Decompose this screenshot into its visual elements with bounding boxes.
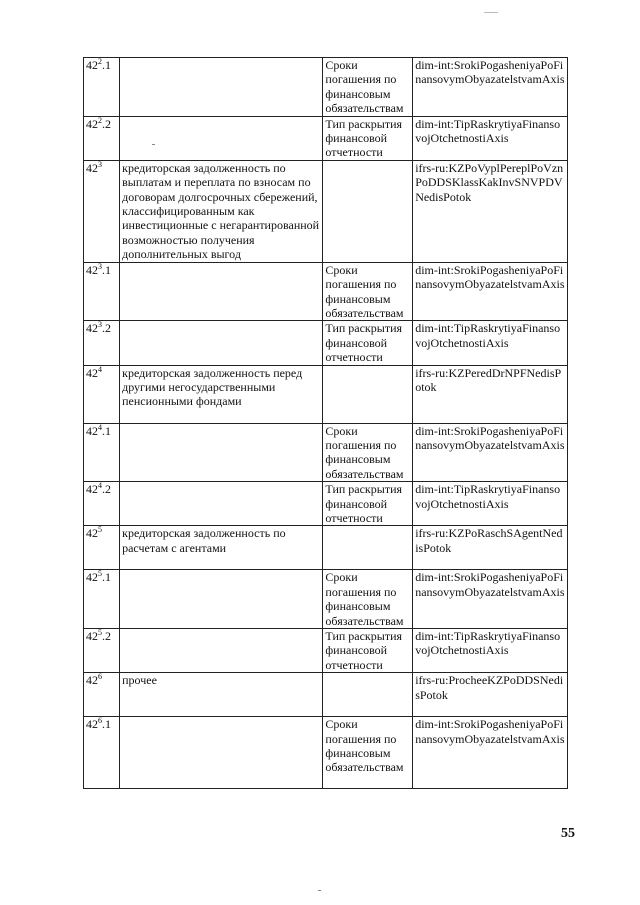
row-number: 42 — [86, 423, 98, 438]
row-number-suffix: .2 — [102, 482, 111, 497]
member-cell: Сроки погашения по финансовым обязательствам — [323, 262, 413, 321]
table-row — [84, 160, 568, 262]
row-number: 42 — [86, 629, 98, 643]
table-row — [84, 482, 568, 526]
table-row — [84, 423, 568, 482]
row-number-cell — [84, 58, 120, 117]
row-number-cell — [84, 570, 120, 629]
row-number-suffix: .1 — [102, 262, 111, 277]
member-cell: Сроки погашения по финансовым обязательствам — [323, 570, 413, 629]
row-number-cell — [84, 717, 120, 789]
row-number-superscript: 3 — [98, 160, 102, 169]
table-row — [84, 116, 568, 160]
row-number-superscript: 2 — [98, 57, 102, 66]
description-cell: кредиторская задолженность по расчетам с агентами — [120, 526, 323, 570]
member-cell: Сроки погашения по финансовым обязательствам — [323, 423, 413, 482]
member-cell: Тип раскрытия финансовой отчетности — [323, 116, 413, 160]
element-code-cell: dim-int:SrokiPogasheniyaPoFinansovymObyazatelstvamAxis — [413, 423, 568, 482]
row-number-superscript: 5 — [98, 525, 102, 535]
table-row — [84, 570, 568, 629]
description-cell: прочее — [120, 673, 323, 717]
member-cell: Сроки погашения по финансовым обязательствам — [323, 58, 413, 117]
row-number-suffix: .2 — [102, 116, 111, 131]
member-cell — [323, 526, 413, 570]
table-row — [84, 629, 568, 673]
element-code-cell: dim-int:SrokiPogasheniyaPoFinansovymObyazatelstvamAxis — [413, 58, 568, 117]
row-number-superscript: 2 — [98, 116, 102, 125]
row-number-cell — [84, 423, 120, 482]
table-row — [84, 365, 568, 423]
table-body — [84, 58, 568, 789]
description-cell — [120, 262, 323, 321]
member-cell: Сроки погашения по финансовым обязательствам — [323, 717, 413, 789]
description-cell — [120, 321, 323, 365]
page-number: 55 — [561, 826, 575, 841]
row-number-cell — [84, 629, 120, 673]
description-cell: кредиторская задолженность по выплатам и переплата по взносам по договорам долгосрочных сбережений, классифицированным как инвестиционные с негарантированной возможностью получения дополнительных выгод — [120, 160, 323, 262]
element-code-cell: dim-int:SrokiPogasheniyaPoFinansovymObyazatelstvamAxis — [413, 717, 568, 789]
description-cell — [120, 717, 323, 789]
row-number-cell — [84, 673, 120, 717]
row-number-cell — [84, 526, 120, 570]
row-number-cell — [84, 262, 120, 321]
member-cell: Тип раскрытия финансовой отчетности — [323, 629, 413, 673]
row-number-superscript: 5 — [98, 569, 102, 579]
table-row — [84, 262, 568, 321]
row-number: 42 — [86, 365, 98, 380]
row-number: 42 — [86, 160, 98, 175]
table-row — [84, 58, 568, 117]
row-number: 42 — [86, 570, 98, 585]
member-cell — [323, 160, 413, 262]
row-number-superscript: 4 — [98, 481, 102, 491]
member-cell — [323, 365, 413, 423]
table-row — [84, 526, 568, 570]
scan-speck — [318, 890, 321, 891]
row-number: 42 — [86, 321, 98, 336]
row-number: 42 — [86, 262, 98, 277]
row-number-suffix: .1 — [102, 570, 111, 585]
row-number-superscript: 5 — [98, 628, 102, 637]
taxonomy-table — [83, 57, 568, 789]
description-cell — [120, 570, 323, 629]
row-number-suffix: .2 — [102, 629, 111, 643]
element-code-cell: ifrs-ru:KZPeredDrNPFNedisPotok — [413, 365, 568, 423]
row-number-suffix: .1 — [102, 58, 111, 72]
scan-hairline — [484, 12, 498, 13]
row-number-superscript: 6 — [98, 672, 102, 682]
row-number-cell — [84, 365, 120, 423]
element-code-cell: ifrs-ru:KZPoRaschSAgentNedisPotok — [413, 526, 568, 570]
row-number-cell — [84, 482, 120, 526]
row-number-suffix: .1 — [102, 717, 111, 732]
table-row — [84, 321, 568, 365]
element-code-cell: dim-int:TipRaskrytiyaFinansovojOtchetnostiAxis — [413, 629, 568, 673]
description-cell — [120, 58, 323, 117]
scan-speck — [152, 144, 155, 145]
row-number-superscript: 3 — [98, 262, 102, 271]
description-cell — [120, 482, 323, 526]
row-number-superscript: 4 — [98, 365, 102, 374]
row-number-superscript: 3 — [98, 320, 102, 330]
row-number: 42 — [86, 717, 98, 732]
description-cell — [120, 423, 323, 482]
member-cell: Тип раскрытия финансовой отчетности — [323, 321, 413, 365]
element-code-cell: ifrs-ru:KZPoVyplPereplPoVznPoDDSKlassKakInvSNVPDVNedisPotok — [413, 160, 568, 262]
row-number: 42 — [86, 116, 98, 131]
element-code-cell: dim-int:TipRaskrytiyaFinansovojOtchetnostiAxis — [413, 321, 568, 365]
row-number: 42 — [86, 482, 98, 497]
description-cell — [120, 629, 323, 673]
member-cell — [323, 673, 413, 717]
row-number-superscript: 4 — [98, 423, 102, 432]
member-cell: Тип раскрытия финансовой отчетности — [323, 482, 413, 526]
row-number: 42 — [86, 58, 98, 72]
element-code-cell: dim-int:SrokiPogasheniyaPoFinansovymObyazatelstvamAxis — [413, 570, 568, 629]
element-code-cell: dim-int:TipRaskrytiyaFinansovojOtchetnostiAxis — [413, 482, 568, 526]
description-cell — [120, 116, 323, 160]
row-number: 42 — [86, 673, 98, 688]
row-number-cell — [84, 116, 120, 160]
row-number: 42 — [86, 526, 98, 541]
row-number-cell — [84, 160, 120, 262]
element-code-cell: ifrs-ru:ProcheeKZPoDDSNedisPotok — [413, 673, 568, 717]
row-number-suffix: .2 — [102, 321, 111, 336]
row-number-cell — [84, 321, 120, 365]
element-code-cell: dim-int:SrokiPogasheniyaPoFinansovymObyazatelstvamAxis — [413, 262, 568, 321]
table-row — [84, 673, 568, 717]
row-number-suffix: .1 — [102, 423, 111, 438]
element-code-cell: dim-int:TipRaskrytiyaFinansovojOtchetnostiAxis — [413, 116, 568, 160]
description-cell: кредиторская задолженность перед другими негосударственными пенсионными фондами — [120, 365, 323, 423]
row-number-superscript: 6 — [98, 716, 102, 726]
table-row — [84, 717, 568, 789]
